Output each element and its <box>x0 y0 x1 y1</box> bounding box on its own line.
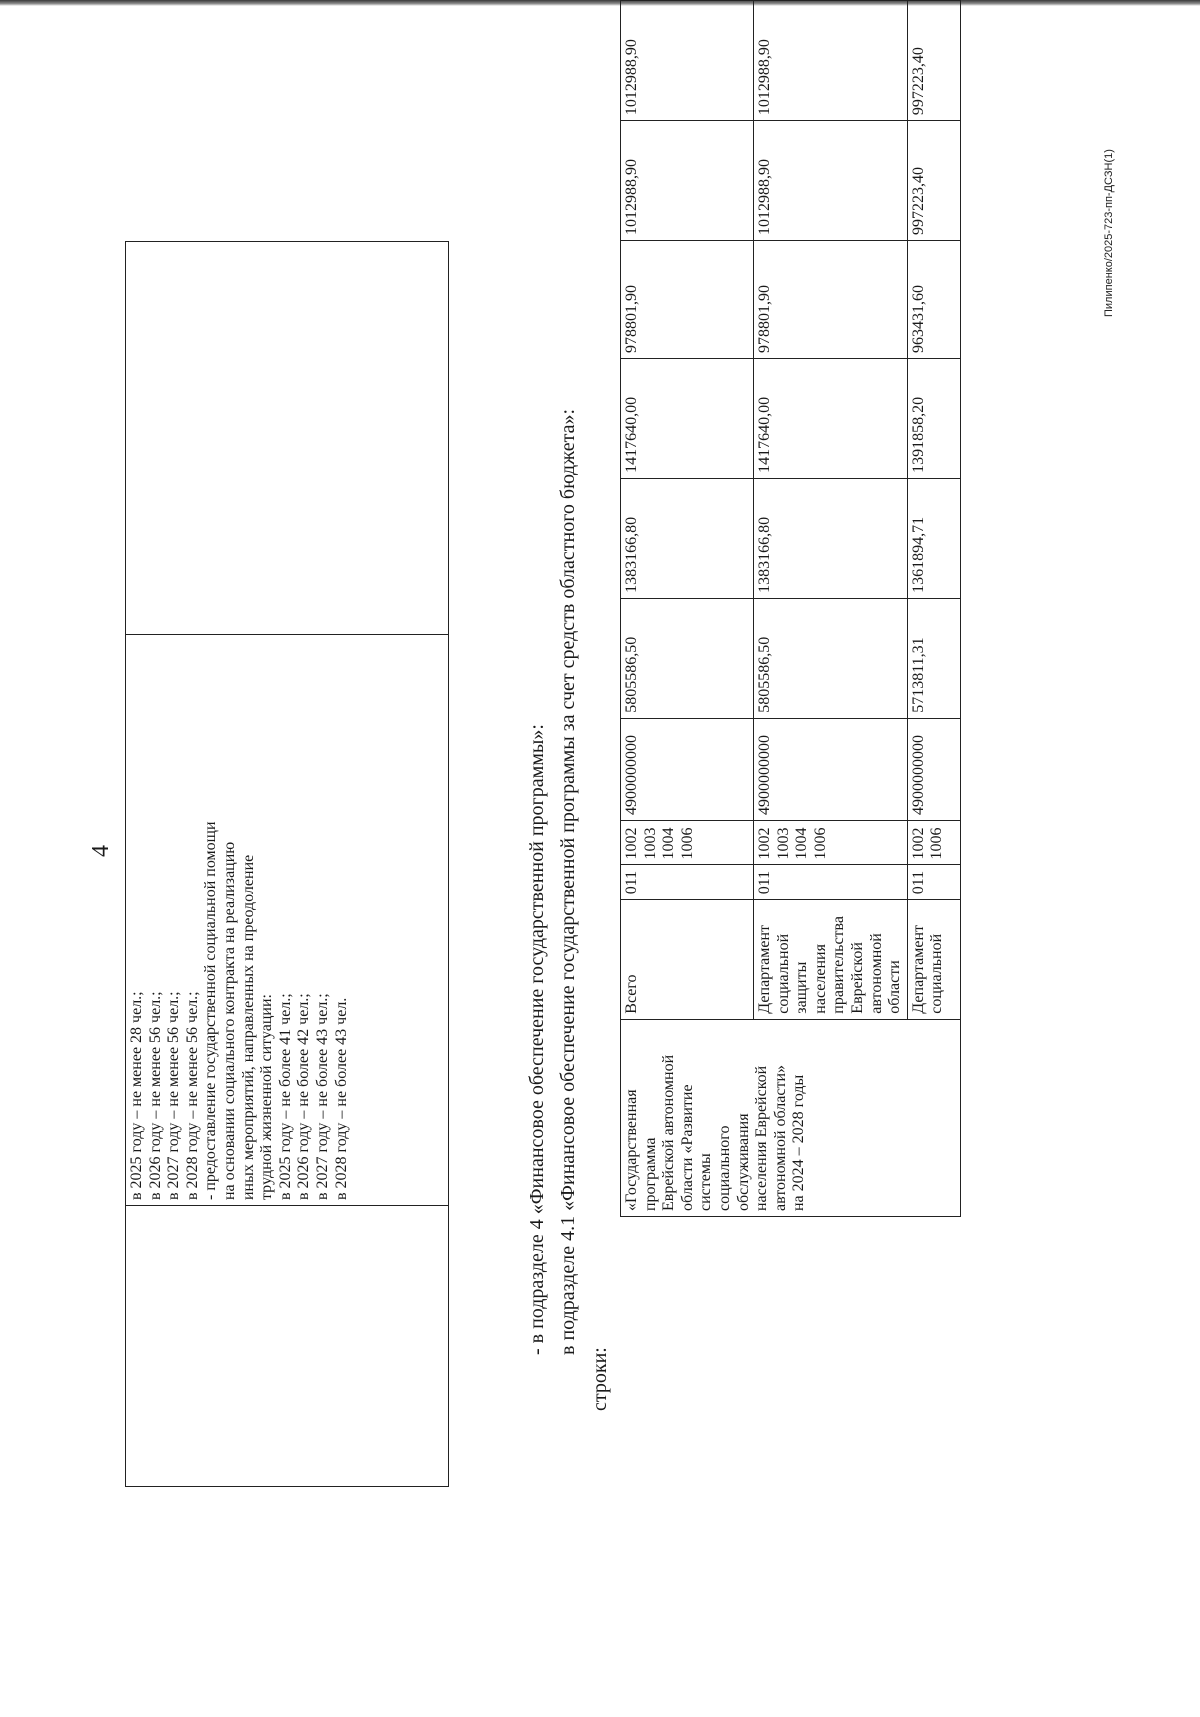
rzpr-cell <box>621 820 754 864</box>
rzpr-line: 1004 <box>660 827 678 860</box>
value-cell: 963431,60 <box>907 241 960 359</box>
top-table-line: в 2026 году – не менее 56 чел.; <box>146 991 164 1200</box>
top-table-line: в 2028 году – не менее 56 чел.; <box>183 991 201 1200</box>
program-name-line: населения Еврейской <box>753 1065 771 1211</box>
program-name-line: социального обслуживания <box>715 1113 752 1211</box>
grbs-cell: 011 <box>621 865 754 900</box>
finance-row-total <box>621 1 754 1217</box>
rzpr-line: 1006 <box>678 827 696 860</box>
grbs-cell: 011 <box>907 865 960 900</box>
executor-line: защиты населения <box>793 944 829 1014</box>
top-table-row <box>126 242 449 1487</box>
top-table-text-cell <box>126 635 449 1206</box>
value-cell: 978801,90 <box>621 241 754 359</box>
top-table <box>125 241 449 1487</box>
executor-line: социальной <box>928 933 946 1014</box>
value-cell: 1012988,90 <box>754 1 908 121</box>
top-table-line: трудной жизненной ситуации: <box>258 994 276 1200</box>
grbs-cell: 011 <box>754 865 908 900</box>
rzpr-line: 1004 <box>793 827 811 860</box>
program-name-line: на 2024 – 2028 годы <box>790 1074 808 1211</box>
value-cell: 1361894,71 <box>907 478 960 598</box>
rzpr-cell <box>754 820 908 864</box>
value-cell: 997223,40 <box>907 1 960 121</box>
top-table-line: в 2027 году – не более 43 чел.; <box>313 993 331 1200</box>
rzpr-cell <box>907 820 960 864</box>
value-cell: 1383166,80 <box>621 478 754 598</box>
rzpr-line: 1003 <box>641 827 659 860</box>
executor-line: Департамент <box>756 924 773 1014</box>
top-table-line: - предоставление государственной социальной помощи <box>202 821 220 1200</box>
executor-line: правительства <box>830 916 848 1014</box>
program-name-cell <box>621 1019 961 1216</box>
rzpr-line: 1003 <box>774 827 792 860</box>
top-table-line: в 2025 году – не менее 28 чел.; <box>128 991 145 1200</box>
document-footer-code: Пилипенко/2025-723-пп-ДСЗН(1) <box>1103 149 1115 317</box>
paragraph-section-4: - в подразделе 4 «Финансовое обеспечение государственной программы»: <box>526 724 548 1355</box>
rzpr-line: 1002 <box>909 827 927 860</box>
csr-cell: 4900000000 <box>907 718 960 820</box>
finance-table <box>620 0 961 1217</box>
executor-cell <box>754 900 908 1019</box>
rzpr-line: 1002 <box>623 827 640 860</box>
value-cell: 1391858,20 <box>907 358 960 478</box>
csr-cell: 4900000000 <box>621 718 754 820</box>
csr-cell: 4900000000 <box>754 718 908 820</box>
page-number: 4 <box>88 845 114 857</box>
rzpr-line: 1006 <box>928 827 946 860</box>
executor-line: Всего <box>623 974 640 1014</box>
top-table-line: в 2027 году – не менее 56 чел.; <box>165 991 183 1200</box>
executor-cell <box>907 900 960 1019</box>
value-cell: 1417640,00 <box>754 358 908 478</box>
top-table-empty-cell-right <box>126 242 449 635</box>
executor-cell <box>621 900 754 1019</box>
top-table-line: в 2026 году – не более 42 чел.; <box>295 993 313 1200</box>
paragraph-rows-label: строки: <box>589 1347 611 1411</box>
program-name-line: «Государственная программа <box>623 1089 659 1211</box>
value-cell: 997223,40 <box>907 121 960 241</box>
value-cell: 1012988,90 <box>754 121 908 241</box>
value-cell: 5713811,31 <box>907 598 960 718</box>
rzpr-line: 1002 <box>756 827 773 860</box>
value-cell: 978801,90 <box>754 241 908 359</box>
paragraph-section-4-1: в подразделе 4.1 «Финансовое обеспечение государственной программы за счет средств областного бюджета»: <box>557 408 579 1355</box>
program-name-line: автономной области» <box>771 1064 789 1211</box>
value-cell: 5805586,50 <box>754 598 908 718</box>
top-table-line: в 2028 году – не более 43 чел. <box>332 997 350 1200</box>
value-cell: 1383166,80 <box>754 478 908 598</box>
program-name-line: Еврейской автономной <box>660 1054 678 1211</box>
executor-line: Еврейской <box>848 942 866 1014</box>
executor-line: социальной <box>774 933 792 1014</box>
value-cell: 5805586,50 <box>621 598 754 718</box>
value-cell: 1012988,90 <box>621 1 754 121</box>
top-table-line: в 2025 году – не более 41 чел.; <box>276 993 294 1200</box>
value-cell: 1417640,00 <box>621 358 754 478</box>
executor-line: Департамент <box>909 924 927 1014</box>
top-table-line: на основании социального контракта на реализацию <box>220 841 238 1200</box>
executor-line: области <box>886 960 904 1014</box>
top-table-empty-cell-left <box>126 1206 449 1487</box>
executor-line: автономной <box>867 933 885 1014</box>
rzpr-line: 1006 <box>811 827 829 860</box>
value-cell: 1012988,90 <box>621 121 754 241</box>
top-table-line: иных мероприятий, направленных на преодоление <box>239 854 257 1200</box>
program-name-line: области «Развитие системы <box>678 1084 715 1211</box>
